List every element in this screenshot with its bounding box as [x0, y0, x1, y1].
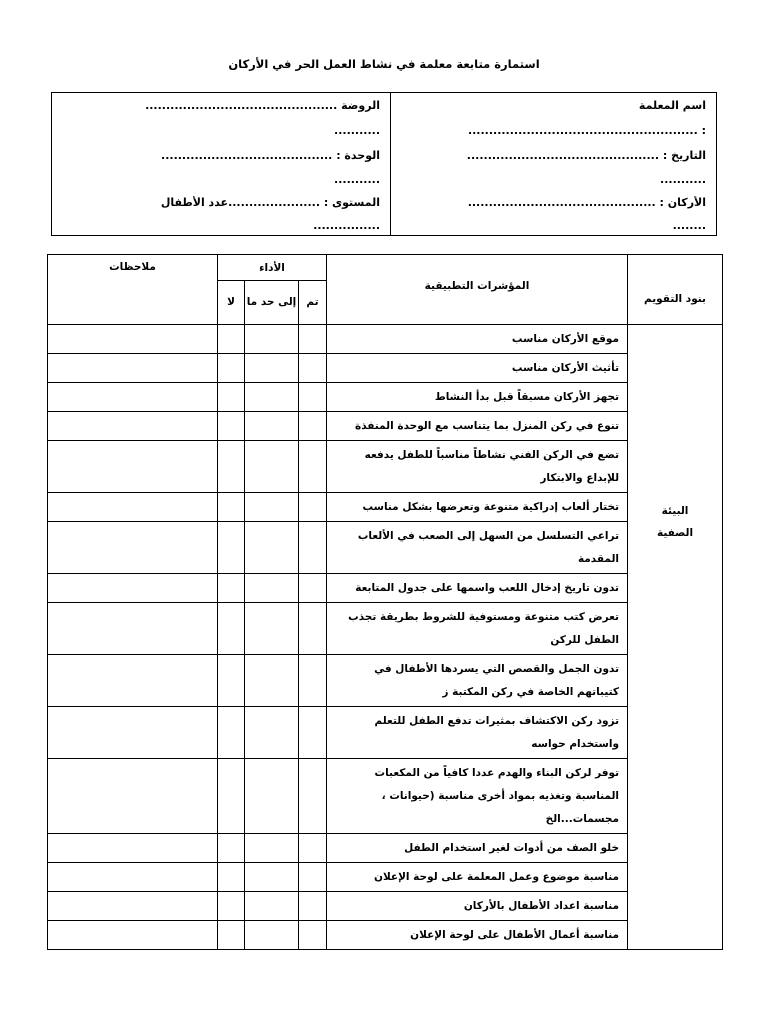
no-cell[interactable] — [218, 834, 245, 863]
partial-cell[interactable] — [245, 493, 299, 522]
notes-cell[interactable] — [48, 383, 218, 412]
partial-cell[interactable] — [245, 655, 299, 707]
done-cell[interactable] — [299, 493, 327, 522]
partial-cell[interactable] — [245, 412, 299, 441]
no-cell[interactable] — [218, 441, 245, 493]
no-cell[interactable] — [218, 759, 245, 834]
no-cell[interactable] — [218, 892, 245, 921]
partial-cell[interactable] — [245, 863, 299, 892]
partial-cell[interactable] — [245, 603, 299, 655]
category-cell — [628, 325, 723, 950]
notes-cell[interactable] — [48, 354, 218, 383]
no-header: لا — [218, 281, 245, 325]
notes-cell[interactable] — [48, 892, 218, 921]
notes-cell[interactable] — [48, 412, 218, 441]
no-cell[interactable] — [218, 655, 245, 707]
info-right-column — [390, 93, 716, 235]
corners-field[interactable]: الأركان : ............................................. — [467, 196, 706, 209]
notes-cell[interactable] — [48, 921, 218, 950]
corners-dots[interactable]: ........ — [672, 219, 706, 232]
notes-cell[interactable] — [48, 493, 218, 522]
table-row: تدون تاريخ إدخال اللعب واسمها على جدول المتابعة — [327, 574, 628, 603]
notes-cell[interactable] — [48, 522, 218, 574]
done-cell[interactable] — [299, 863, 327, 892]
table-row: موقع الأركان مناسب — [327, 325, 628, 354]
table-row: تختار ألعاب إدراكية متنوعة وتعرضها بشكل مناسب — [327, 493, 628, 522]
table-row: تضع في الركن الفني نشاطاً مناسباً للطفل يدفعه للإبداع والابتكار — [327, 441, 628, 493]
kindergarten-dots[interactable]: ........... — [334, 124, 380, 137]
no-cell[interactable] — [218, 493, 245, 522]
done-cell[interactable] — [299, 892, 327, 921]
notes-cell[interactable] — [48, 325, 218, 354]
no-cell[interactable] — [218, 383, 245, 412]
notes-cell[interactable] — [48, 441, 218, 493]
category-label-line1: البيئة — [661, 505, 689, 517]
partial-cell[interactable] — [245, 574, 299, 603]
partial-cell[interactable] — [245, 325, 299, 354]
no-cell[interactable] — [218, 574, 245, 603]
category-label-line2: الصفية — [656, 527, 694, 539]
partial-cell[interactable] — [245, 707, 299, 759]
notes-cell[interactable] — [48, 834, 218, 863]
notes-cell[interactable] — [48, 574, 218, 603]
partial-cell[interactable] — [245, 441, 299, 493]
done-cell[interactable] — [299, 707, 327, 759]
form-title: استمارة متابعة معلمة في نشاط العمل الحر في الأركان — [228, 57, 540, 71]
partial-cell[interactable] — [245, 354, 299, 383]
kindergarten-field[interactable]: الروضة .............................................. — [145, 99, 380, 112]
performance-header: الأداء — [218, 255, 327, 281]
table-row: تجهز الأركان مسبقاً قبل بدأ النشاط — [327, 383, 628, 412]
partial-cell[interactable] — [245, 834, 299, 863]
done-cell[interactable] — [299, 325, 327, 354]
table-row: تراعي التسلسل من السهل إلى الصعب في الألعاب المقدمة — [327, 522, 628, 574]
done-cell[interactable] — [299, 574, 327, 603]
done-header: تم — [299, 281, 327, 325]
done-cell[interactable] — [299, 383, 327, 412]
table-row: تأثيث الأركان مناسب — [327, 354, 628, 383]
no-cell[interactable] — [218, 603, 245, 655]
partial-cell[interactable] — [245, 522, 299, 574]
date-field[interactable]: التاريخ : .............................................. — [466, 149, 706, 162]
table-row: خلو الصف من أدوات لغير استخدام الطفل — [327, 834, 628, 863]
done-cell[interactable] — [299, 655, 327, 707]
table-row: تزود ركن الاكتشاف بمثيرات تدفع الطفل للتعلم واستخدام حواسه — [327, 707, 628, 759]
done-cell[interactable] — [299, 834, 327, 863]
teacher-name-dots[interactable]: : ....................................................... — [467, 124, 706, 137]
partial-cell[interactable] — [245, 759, 299, 834]
notes-header: ملاحظات — [48, 255, 218, 325]
notes-cell[interactable] — [48, 655, 218, 707]
indicators-header: المؤشرات التطبيقية — [327, 255, 628, 325]
notes-cell[interactable] — [48, 759, 218, 834]
unit-field[interactable]: الوحدة : ......................................... — [161, 149, 380, 162]
notes-cell[interactable] — [48, 603, 218, 655]
table-row: تعرض كتب متنوعة ومستوفية للشروط بطريقة تجذب الطفل للركن — [327, 603, 628, 655]
no-cell[interactable] — [218, 863, 245, 892]
table-row: مناسبة اعداد الأطفال بالأركان — [327, 892, 628, 921]
no-cell[interactable] — [218, 354, 245, 383]
done-cell[interactable] — [299, 441, 327, 493]
notes-cell[interactable] — [48, 863, 218, 892]
teacher-name-field[interactable]: اسم المعلمة — [638, 99, 706, 112]
level-dots[interactable]: ................ — [313, 219, 380, 232]
no-cell[interactable] — [218, 412, 245, 441]
no-cell[interactable] — [218, 921, 245, 950]
done-cell[interactable] — [299, 921, 327, 950]
info-left-column — [52, 93, 390, 235]
partial-cell[interactable] — [245, 892, 299, 921]
done-cell[interactable] — [299, 354, 327, 383]
no-cell[interactable] — [218, 325, 245, 354]
unit-dots[interactable]: ........... — [334, 173, 380, 186]
no-cell[interactable] — [218, 707, 245, 759]
category-header: بنود التقويم — [628, 255, 723, 325]
table-row: مناسبة موضوع وعمل المعلمة على لوحة الإعلان — [327, 863, 628, 892]
table-row: مناسبة أعمال الأطفال على لوحة الإعلان — [327, 921, 628, 950]
table-body — [48, 325, 723, 950]
evaluation-table — [47, 254, 723, 950]
info-box — [51, 92, 717, 236]
level-children-field[interactable]: المستوى : ......................عدد الأطفال — [160, 196, 380, 209]
done-cell[interactable] — [299, 603, 327, 655]
done-cell[interactable] — [299, 522, 327, 574]
table-row: توفر لركن البناء والهدم عددا كافياً من المكعبات المناسبة وتغذيه بمواد أخرى مناسبة (حيوانات ، مجسمات...الخ — [327, 759, 628, 834]
partial-cell[interactable] — [245, 383, 299, 412]
partial-header: إلى حد ما — [245, 281, 299, 325]
table-row: تدون الجمل والقصص التي يسردها الأطفال في كتيباتهم الخاصة في ركن المكتبة ز — [327, 655, 628, 707]
done-cell[interactable] — [299, 759, 327, 834]
table-row: تنوع في ركن المنزل بما يتناسب مع الوحدة المنفذة — [327, 412, 628, 441]
no-cell[interactable] — [218, 522, 245, 574]
date-dots[interactable]: ........... — [660, 173, 706, 186]
partial-cell[interactable] — [245, 921, 299, 950]
notes-cell[interactable] — [48, 707, 218, 759]
done-cell[interactable] — [299, 412, 327, 441]
